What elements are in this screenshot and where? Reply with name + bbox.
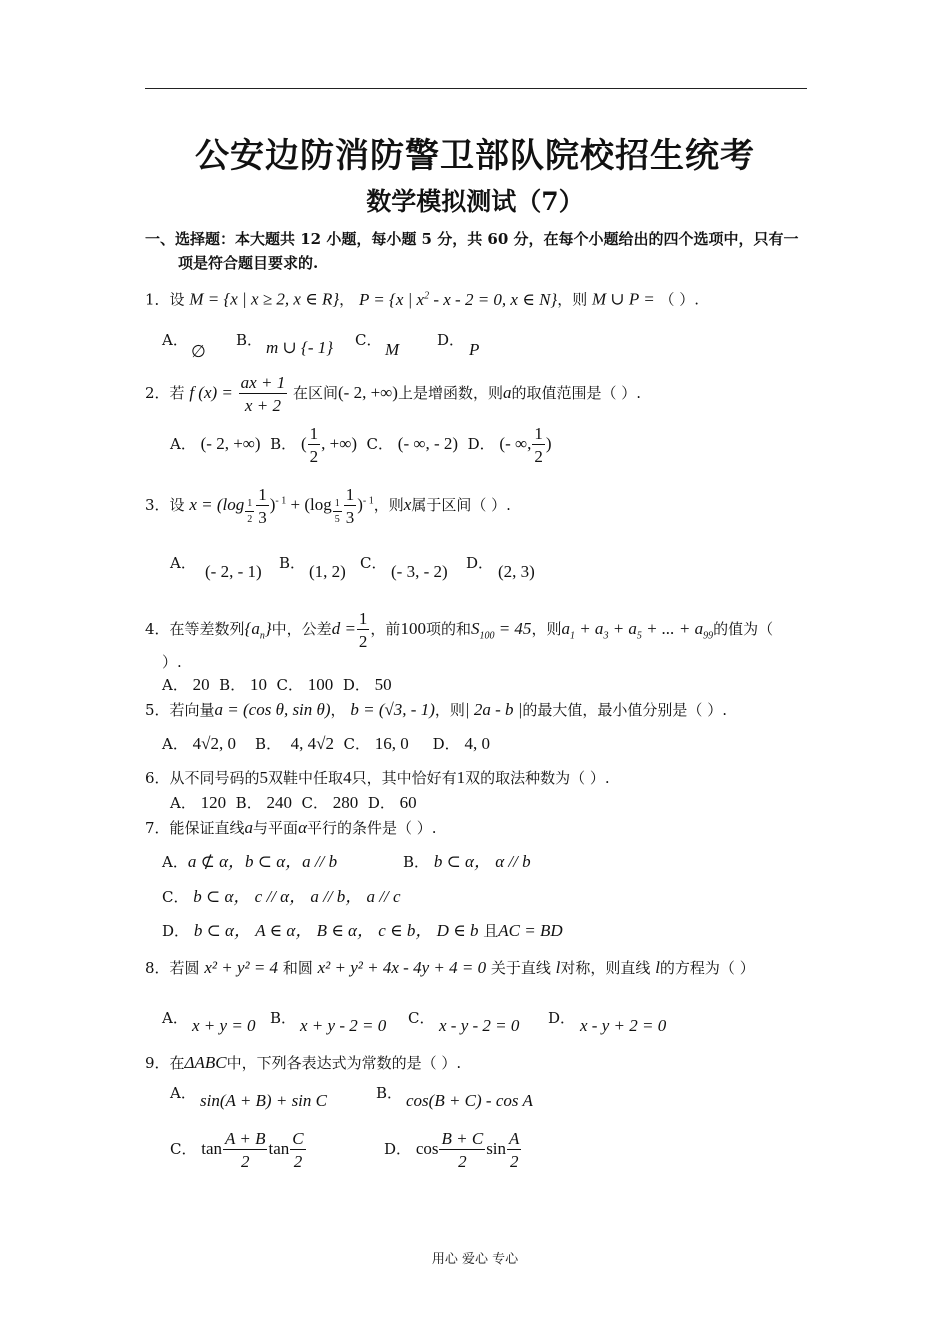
q3-option-d-value: (2, 3) [498, 562, 535, 581]
q2-option-c: (- ∞, - 2) [397, 433, 459, 453]
q9-option-a-value: sin(A + B) + sin C [200, 1091, 327, 1110]
page-title: 公安边防消防警卫部队院校招生统考 [195, 136, 755, 176]
q9-option-c: C． tan $\frac{A + B}{2}$ tan $\frac{C}{2}$ [170, 1129, 304, 1171]
q5-options: A． 4√2, 0 B． 4, 4√2 C． 16, 0 D． 4, 0 [162, 734, 490, 753]
q5-option-b: 4, 4√2 [290, 734, 334, 753]
q7-option-b: B． b ⊂ α， α // b [403, 852, 531, 871]
question-4: 4．在等差数列$\{a_n\}$中，公差d = $\frac{1}{2}$ ，前100项的和$S_{100} = 45$，则$a_1 + a_3 + a_5$ + ... + $a_{99}$的值为（ [145, 609, 774, 651]
q3-expr: x = (log $\frac{1}{2}$ $\frac{1}{3}$ )$^{- 1}$ + (log $\frac{1}{5}$ $\frac{1}{3}$ )$^{- 1}$ [189, 485, 374, 527]
q3-option-a-value: (- 2, - 1) [205, 562, 262, 581]
question-3: 3．设 x = (log $\frac{1}{2}$ $\frac{1}{3}$ )$^{- 1}$ + (log $\frac{1}{5}$ $\frac{1}{3}$ )$^{- 1}$，则x属于区间（ ）. [145, 485, 511, 527]
q1-option-b: B． [236, 331, 263, 349]
q3-option-c: C． [360, 554, 387, 572]
q6-option-a: 120 [200, 793, 227, 812]
q6-option-b: 240 [266, 793, 292, 812]
page-subtitle: 数学模拟测试（7） [366, 187, 584, 216]
q1-then: ，则 [557, 290, 588, 309]
q1-option-a-value: ∅ [191, 342, 206, 361]
question-7: 7．能保证直线a与平面α平行的条件是（ ）. [145, 818, 437, 837]
q7-option-d: D． b ⊂ α， A ∈ α， B ∈ α， c ∈ b， D ∈ b 且AC = BD [162, 921, 563, 940]
q1-blank: （ ）. [659, 290, 700, 309]
q6-options: A． 120 B． 240 C． 280 D． 60 [170, 793, 417, 812]
q8-option-c: C． [408, 1009, 435, 1027]
q8-option-d-value: x - y + 2 = 0 [580, 1016, 667, 1035]
q1-set-m: M = {x | x ≥ 2, x ∈ R} [189, 289, 340, 309]
q4-sum: $S_{100} = 45$ [470, 619, 532, 642]
q1-option-a: A． [162, 331, 188, 349]
page-footer: 用心 爱心 专心 [431, 1252, 519, 1267]
q4-option-a: 20 [192, 675, 210, 694]
q9-option-d: D． cos $\frac{B + C}{2}$ sin $\frac{A}{2}$ [384, 1129, 520, 1171]
q5-option-a: 4√2, 0 [192, 734, 236, 753]
q7-option-a: A．a ⊄ α，b ⊂ α，a // b [162, 852, 338, 871]
q4-option-b: 10 [249, 675, 267, 694]
q3-option-d: D． [466, 554, 494, 572]
q2-option-d: (- ∞, $\frac{1}{2}$ ) [499, 424, 552, 466]
q9-option-b-value: cos(B + C) - cos A [406, 1091, 533, 1110]
q4-options: A． 20 B． 10 C． 100 D． 50 [162, 675, 392, 694]
q3-option-b: B． [279, 554, 306, 572]
q4-option-d: 50 [374, 675, 392, 694]
q2-option-b: ( $\frac{1}{2}$ , +∞) [300, 424, 357, 466]
question-5: 5．若向量a = (cos θ, sin θ)， b = (√3, - 1)，则| 2a - b |的最大值，最小值分别是（ ）. [145, 700, 727, 719]
question-9: 9．在ΔABC中，下列各表达式为常数的是（ ）. [145, 1053, 462, 1072]
section-heading: 一、选择题：本大题共 12 小题，每小题 5 分，共 60 分，在每个小题给出的四个选项中，只有一 [145, 230, 799, 248]
q6-option-c: 280 [332, 793, 359, 812]
q2-option-a: (- 2, +∞) [200, 433, 261, 453]
q6-option-d: 60 [399, 793, 417, 812]
question-6: 6．从不同号码的5双鞋中任取4只，其中恰好有1双的取法种数为（ ）. [145, 768, 610, 787]
question-8: 8．若圆 x² + y² = 4 和圆 x² + y² + 4x - 4y + 4 = 0 关于直线 l对称，则直线 l的方程为（ ） [145, 958, 755, 977]
q4-seq: $\{a_n\}$ [244, 619, 272, 642]
section-heading-cont: 项是符合题目要求的. [178, 254, 319, 272]
q1-option-c: C． [355, 331, 382, 349]
q9-option-a: A． [170, 1084, 196, 1102]
q1-comma: ， [339, 290, 355, 309]
q8-option-a-value: x + y = 0 [192, 1016, 256, 1035]
q2-fraction: $\frac{ax + 1}{x + 2}$ [240, 373, 286, 415]
q1-option-d-value: P [469, 340, 480, 359]
q3-option-c-value: (- 3, - 2) [391, 562, 448, 581]
q8-option-a: A． [162, 1009, 188, 1027]
q4-series: $a_1 + a_3 + a_5$ + ... + $a_{99}$ [561, 619, 714, 642]
question-2: 2．若 f (x) = $\frac{ax + 1}{x + 2}$ 在区间(- 2, +∞)上是增函数，则a的取值范围是（ ）. [145, 373, 642, 415]
q3-option-b-value: (1, 2) [309, 562, 346, 581]
question-1 [145, 286, 699, 310]
q1-expr: M ∪ P = [592, 289, 655, 309]
q3-option-a: A． [170, 554, 196, 572]
q4-blank-close: ）. [162, 653, 182, 671]
q5-option-c: 16, 0 [374, 734, 409, 753]
q5-option-d: 4, 0 [464, 734, 490, 753]
q1-set-p: P = {x | $x^2 - x - 2 = 0$, x ∈ N} [358, 289, 558, 309]
q8-option-b: B． [270, 1009, 297, 1027]
q8-option-d: D． [548, 1009, 576, 1027]
q1-option-c-value: M [385, 340, 400, 359]
q7-option-c: C． b ⊂ α， c // α， a // b， a // c [162, 887, 401, 906]
q1-option-b-value: m ∪ {- 1} [266, 338, 334, 357]
q8-option-c-value: x - y - 2 = 0 [439, 1016, 520, 1035]
q4-option-c: 100 [307, 675, 334, 694]
q2-options: A． (- 2, +∞) B． ( $\frac{1}{2}$ , +∞) C． (- ∞, - 2) D． (- ∞, $\frac{1}{2}$ ) [170, 424, 552, 466]
q1-num: 1．设 [145, 290, 185, 309]
q1-option-d: D． [437, 331, 465, 349]
q8-option-b-value: x + y - 2 = 0 [300, 1016, 387, 1035]
q9-option-b: B． [376, 1084, 403, 1102]
header-rule [145, 88, 807, 89]
